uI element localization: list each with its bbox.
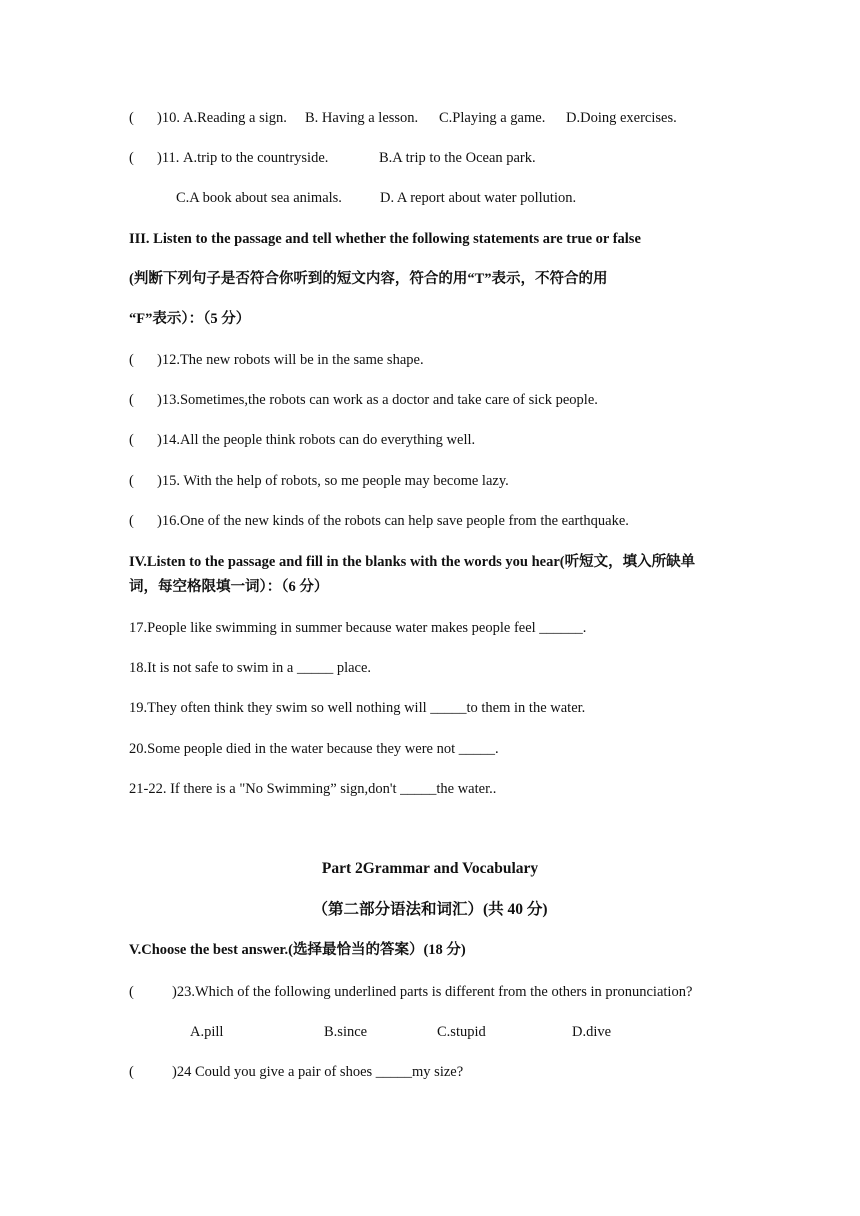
q15-text: )15. With the help of robots, so me people may become lazy.	[157, 473, 509, 489]
q23-option-d: D.dive	[572, 1024, 612, 1040]
q13-paren: (	[129, 392, 134, 408]
part2-subtitle: （第二部分语法和词汇）(共 40 分)	[312, 901, 548, 918]
q11-option-d: D. A report about water pollution.	[380, 190, 577, 206]
q23-option-b: B.since	[324, 1024, 368, 1040]
q10-option-b: B. Having a lesson.	[305, 110, 419, 126]
q18-text: 18.It is not safe to swim in a _____ place.	[129, 660, 372, 676]
q12-text: )12.The new robots will be in the same shape.	[157, 352, 424, 368]
q10-option-c: C.Playing a game.	[439, 110, 546, 126]
q14-text: )14.All the people think robots can do everything well.	[157, 432, 476, 448]
section3-instruction-line2: “F”表示）：（5 分）	[129, 311, 251, 327]
q14-paren: (	[129, 432, 134, 448]
q20-text: 20.Some people died in the water because they were not _____.	[129, 741, 499, 757]
q15-paren: (	[129, 473, 134, 489]
q10-option-d: D.Doing exercises.	[566, 110, 677, 126]
q10-number: )10.	[157, 110, 180, 126]
q19-text: 19.They often think they swim so well nothing will _____to them in the water.	[129, 700, 586, 716]
q16-paren: (	[129, 513, 134, 529]
section4-title-line1: IV.Listen to the passage and fill in the blanks with the words you hear(听短文，填入所缺单	[129, 554, 696, 570]
q12-paren: (	[129, 352, 134, 368]
q16-text: )16.One of the new kinds of the robots can help save people from the earthquake.	[157, 513, 629, 529]
q23-text: )23.Which of the following underlined parts is different from the others in pronunciation?	[172, 984, 693, 1000]
q23-option-c: C.stupid	[437, 1024, 486, 1040]
q17-text: 17.People like swimming in summer because water makes people feel ______.	[129, 620, 587, 636]
q21-22-text: 21-22. If there is a "No Swimming” sign,don't _____the water..	[129, 781, 497, 797]
section3-instruction-line1: (判断下列句子是否符合你听到的短文内容，符合的用“T”表示，不符合的用	[129, 271, 608, 287]
q10-option-a: A.Reading a sign.	[183, 110, 287, 126]
q24-paren: (	[129, 1064, 134, 1080]
q11-paren: (	[129, 150, 134, 166]
q24-text: )24 Could you give a pair of shoes _____my size?	[172, 1064, 464, 1080]
q11-number: )11.	[157, 150, 180, 166]
q10-paren: (	[129, 110, 134, 126]
q23-paren: (	[129, 984, 134, 1000]
part2-title: Part 2Grammar and Vocabulary	[321, 860, 539, 877]
q11-option-c: C.A book about sea animals.	[176, 190, 342, 206]
q11-option-b: B.A trip to the Ocean park.	[379, 150, 536, 166]
section4-title-line2: 词，每空格限填一词）：（6 分）	[129, 579, 329, 595]
q23-option-a: A.pill	[190, 1024, 224, 1040]
q11-option-a: A.trip to the countryside.	[183, 150, 329, 166]
section3-title: III. Listen to the passage and tell whether the following statements are true or false	[129, 231, 641, 247]
q13-text: )13.Sometimes,the robots can work as a doctor and take care of sick people.	[157, 392, 598, 408]
section5-title: V.Choose the best answer.(选择最恰当的答案）(18 分)	[129, 942, 466, 958]
